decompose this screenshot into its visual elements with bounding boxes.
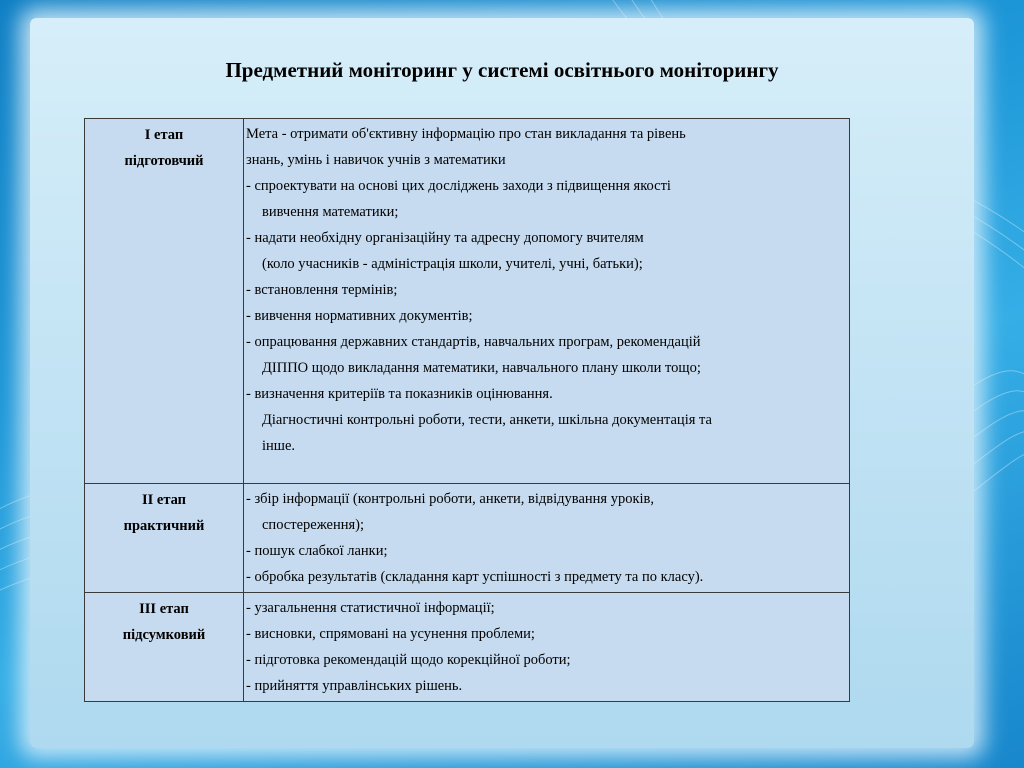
description-line: - спроектувати на основі цих досліджень заходи з підвищення якості	[246, 178, 671, 194]
stage-number: ІІІ етап	[139, 601, 189, 617]
description-line: знань, умінь і навичок учнів з математики	[246, 152, 506, 168]
description-line: вивчення математики;	[262, 204, 399, 220]
description-line: - вивчення нормативних документів;	[246, 308, 473, 324]
content-panel	[30, 18, 974, 748]
stage-name: підсумковий	[122, 627, 206, 643]
description-line: - збір інформації (контрольні роботи, анкети, відвідування уроків,	[246, 491, 655, 507]
slide-title: Предметний моніторинг у системі освітнього моніторингу	[225, 58, 779, 82]
description-line: - пошук слабкої ланки;	[246, 543, 388, 559]
stage-name: підготовчий	[124, 153, 204, 169]
description-line: - висновки, спрямовані на усунення проблеми;	[246, 626, 535, 642]
description-line: Діагностичні контрольні роботи, тести, анкети, шкільна документація та	[262, 412, 712, 428]
stage-description-cell	[244, 484, 850, 593]
description-line: Мета - отримати об'єктивну інформацію про стан викладання та рівень	[246, 126, 686, 142]
description-line: - опрацювання державних стандартів, навчальних програм, рекомендацій	[246, 334, 701, 350]
description-line: спостереження);	[262, 517, 365, 533]
description-line: - надати необхідну організаційну та адресну допомогу вчителям	[246, 230, 644, 246]
stage-number: І етап	[144, 127, 184, 143]
description-line: - обробка результатів (складання карт успішності з предмету та по класу).	[246, 569, 704, 585]
stage-description-cell	[244, 119, 850, 484]
stage-label-cell	[85, 119, 244, 484]
description-line: - прийняття управлінських рішень.	[246, 678, 463, 694]
description-line: - узагальнення статистичної інформації;	[246, 600, 495, 616]
stage-description-cell	[244, 593, 850, 702]
stage-label-cell	[85, 484, 244, 593]
table-row	[85, 119, 850, 484]
stage-name: практичний	[123, 518, 205, 534]
monitoring-stages-table	[84, 118, 850, 702]
stage-number: ІІ етап	[141, 492, 187, 508]
table-row	[85, 593, 850, 702]
description-line: - підготовка рекомендацій щодо корекційної роботи;	[246, 652, 571, 668]
description-line: - встановлення термінів;	[246, 282, 398, 298]
description-line: - визначення критеріїв та показників оцінювання.	[246, 386, 553, 402]
description-line: інше.	[262, 438, 296, 454]
description-line: ДІППО щодо викладання математики, навчального плану школи тощо;	[262, 360, 701, 376]
description-line: (коло учасників - адміністрація школи, учителі, учні, батьки);	[262, 256, 643, 272]
stage-label-cell	[85, 593, 244, 702]
table-row	[85, 484, 850, 593]
